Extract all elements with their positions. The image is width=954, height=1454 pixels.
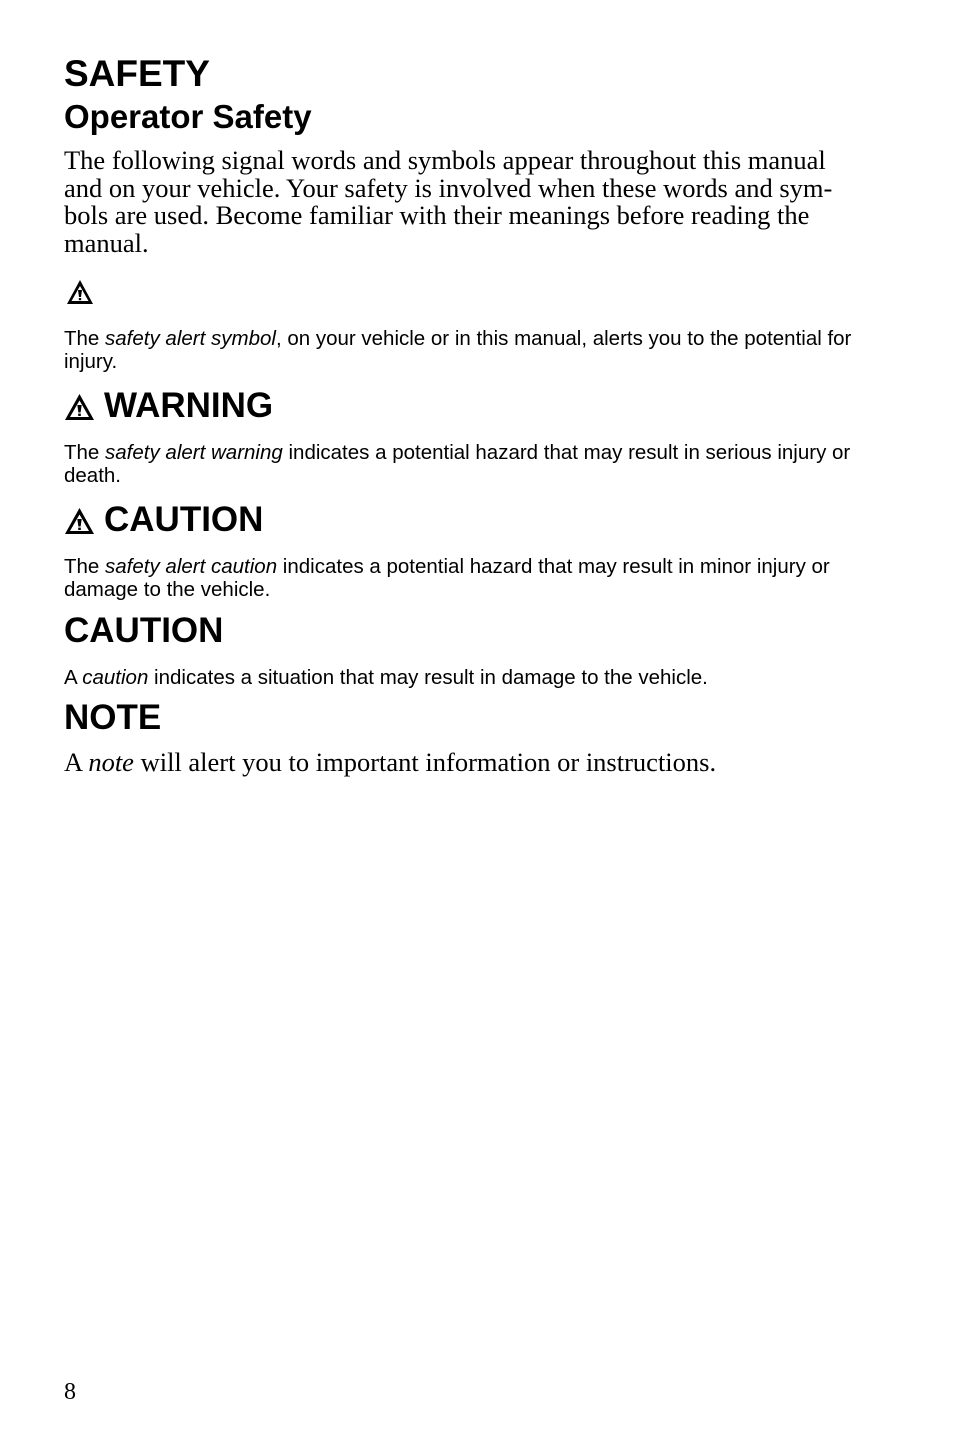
warning-heading-text: WARNING	[104, 386, 274, 425]
caution-heading	[64, 610, 223, 652]
warning-desc-emphasis: safety alert warning	[105, 441, 283, 464]
caution-description	[64, 666, 854, 689]
warning-triangle-icon	[66, 279, 94, 305]
intro-paragraph: The following signal words and symbols appear throughout this manual and on your vehicle. Your safety is involved when these words and sym-bols are used. Become familiar with their meanings before reading the manual.	[64, 145, 833, 258]
symbol-desc-suffix: , on your vehicle or in this manual, alerts you to the potential for injury.	[64, 327, 852, 373]
caution-desc-emphasis: caution	[82, 666, 149, 689]
warning-description	[64, 441, 854, 487]
caution-alert-desc-suffix: indicates a potential hazard that may result in minor injury or damage to the vehicle.	[64, 555, 830, 601]
caution-alert-desc-emphasis: safety alert caution	[105, 555, 278, 578]
caution-desc-suffix: indicates a situation that may result in damage to the vehicle.	[148, 666, 708, 689]
page-number: 8	[64, 1379, 76, 1405]
symbol-desc-prefix: The	[64, 327, 106, 350]
note-desc-suffix: will alert you to important information or instructions.	[133, 747, 717, 777]
warning-desc-prefix: The	[64, 441, 106, 464]
warning-desc-suffix: indicates a potential hazard that may result in serious injury or death.	[64, 441, 851, 487]
section-title: SAFETY	[64, 53, 210, 94]
caution-alert-heading	[64, 499, 263, 541]
caution-alert-description	[64, 555, 854, 601]
note-heading-text: NOTE	[64, 698, 162, 737]
caution-alert-desc-prefix: The	[64, 555, 106, 578]
symbol-desc-emphasis: safety alert symbol	[105, 327, 276, 350]
note-heading	[64, 697, 161, 739]
note-description	[64, 746, 716, 778]
caution-heading-text: CAUTION	[64, 611, 224, 650]
note-desc-prefix: A	[64, 747, 89, 777]
warning-triangle-icon	[64, 507, 95, 535]
warning-heading	[64, 385, 273, 427]
caution-desc-prefix: A	[64, 666, 83, 689]
warning-triangle-icon	[64, 393, 95, 421]
subsection-title: Operator Safety	[64, 98, 312, 135]
note-desc-emphasis: note	[88, 747, 134, 777]
caution-alert-heading-text: CAUTION	[104, 500, 264, 539]
safety-alert-symbol-description	[64, 327, 854, 373]
